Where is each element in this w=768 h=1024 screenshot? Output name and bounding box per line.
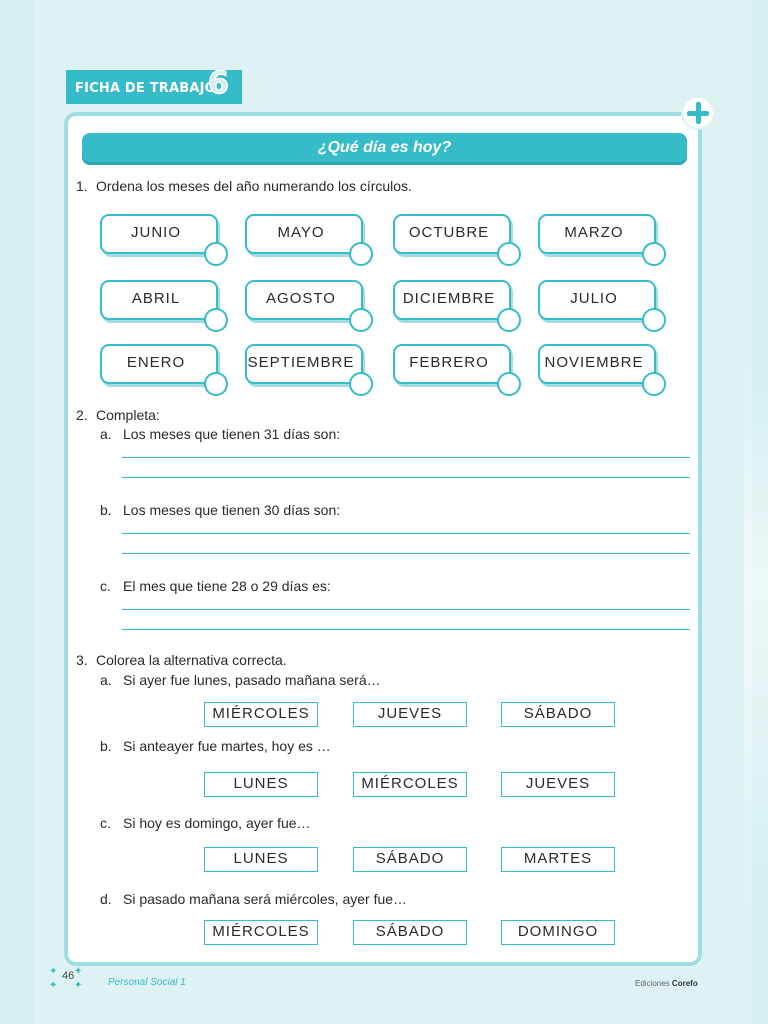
question-1 — [76, 178, 412, 194]
item-text: Si ayer fue lunes, pasado mañana será… — [123, 672, 381, 688]
question-1-text: Ordena los meses del año numerando los círculos. — [96, 178, 412, 194]
item-letter: d. — [100, 891, 112, 907]
month-label: AGOSTO — [266, 290, 336, 307]
question-2-number: 2. — [76, 407, 88, 423]
number-circle[interactable] — [642, 308, 666, 332]
book-title: Personal Social 1 — [108, 977, 186, 988]
question-3c — [100, 815, 311, 831]
item-letter: c. — [100, 578, 111, 594]
number-circle[interactable] — [497, 372, 521, 396]
title-bar — [82, 133, 687, 165]
month-label: SEPTIEMBRE — [247, 354, 355, 371]
month-label: OCTUBRE — [408, 224, 490, 241]
month-label: MAYO — [277, 224, 325, 241]
item-text: Los meses que tienen 31 días son: — [123, 426, 341, 442]
month-label: JULIO — [570, 290, 618, 307]
option-box[interactable]: SÁBADO — [501, 702, 615, 727]
worksheet-number: 6 — [208, 66, 229, 101]
question-3-number: 3. — [76, 652, 88, 668]
item-letter: b. — [100, 738, 112, 754]
item-letter: c. — [100, 815, 111, 831]
month-card — [538, 214, 656, 254]
answer-line[interactable] — [122, 457, 690, 458]
item-text: El mes que tiene 28 o 29 días es: — [123, 578, 331, 594]
number-circle[interactable] — [204, 372, 228, 396]
number-circle[interactable] — [497, 242, 521, 266]
item-text: Si anteayer fue martes, hoy es … — [123, 738, 331, 754]
month-card — [393, 344, 511, 384]
month-card — [100, 214, 218, 254]
month-card — [393, 280, 511, 320]
item-letter: b. — [100, 502, 112, 518]
month-label: ENERO — [126, 354, 186, 371]
month-card — [538, 344, 656, 384]
item-letter: a. — [100, 672, 112, 688]
option-box[interactable]: JUEVES — [501, 772, 615, 797]
sparkle-icon: ✦ — [49, 966, 58, 977]
item-letter: a. — [100, 426, 112, 442]
month-label: NOVIEMBRE — [544, 354, 644, 371]
sparkle-icon: ✦ — [74, 966, 83, 977]
answer-line[interactable] — [122, 609, 690, 610]
publisher-name: Corefo — [671, 979, 698, 988]
option-box[interactable]: LUNES — [204, 772, 318, 797]
month-label: MARZO — [564, 224, 624, 241]
month-card — [245, 214, 363, 254]
option-box[interactable]: DOMINGO — [501, 920, 615, 945]
option-box[interactable]: MIÉRCOLES — [204, 702, 318, 727]
option-box[interactable]: MIÉRCOLES — [204, 920, 318, 945]
right-decoration — [744, 360, 768, 920]
month-label: ABRIL — [131, 290, 181, 307]
number-circle[interactable] — [349, 308, 373, 332]
option-box[interactable]: SÁBADO — [353, 847, 467, 872]
question-2a — [100, 426, 340, 442]
question-2-text: Completa: — [96, 407, 160, 423]
answer-line[interactable] — [122, 533, 690, 534]
option-box[interactable]: SÁBADO — [353, 920, 467, 945]
number-circle[interactable] — [349, 242, 373, 266]
item-text: Los meses que tienen 30 días son: — [123, 502, 341, 518]
page-title: ¿Qué día es hoy? — [317, 139, 452, 156]
question-3d — [100, 891, 407, 907]
number-circle[interactable] — [642, 242, 666, 266]
number-circle[interactable] — [497, 308, 521, 332]
question-3 — [76, 652, 287, 668]
sparkle-icon: ✦ — [49, 980, 58, 991]
answer-line[interactable] — [122, 553, 690, 554]
month-card — [100, 280, 218, 320]
month-card — [245, 344, 363, 384]
question-2c — [100, 578, 331, 594]
option-box[interactable]: JUEVES — [353, 702, 467, 727]
question-1-number: 1. — [76, 178, 88, 194]
month-card — [393, 214, 511, 254]
option-box[interactable]: MIÉRCOLES — [353, 772, 467, 797]
month-label: JUNIO — [131, 224, 181, 241]
answer-line[interactable] — [122, 477, 690, 478]
question-3-text: Colorea la alternativa correcta. — [96, 652, 287, 668]
number-circle[interactable] — [349, 372, 373, 396]
sparkle-icon: ✦ — [74, 980, 83, 991]
number-circle[interactable] — [204, 242, 228, 266]
number-circle[interactable] — [204, 308, 228, 332]
item-text: Si pasado mañana será miércoles, ayer fue… — [123, 891, 408, 907]
worksheet-tag-label: FICHA DE TRABAJO — [75, 81, 216, 96]
question-2b — [100, 502, 340, 518]
question-3b — [100, 738, 331, 754]
publisher — [635, 979, 698, 988]
plus-icon — [683, 98, 713, 128]
month-card — [538, 280, 656, 320]
month-label: FEBRERO — [409, 354, 489, 371]
answer-line[interactable] — [122, 629, 690, 630]
month-card — [245, 280, 363, 320]
month-label: DICIEMBRE — [402, 290, 496, 307]
option-box[interactable]: LUNES — [204, 847, 318, 872]
question-2 — [76, 407, 160, 423]
question-3a — [100, 672, 381, 688]
page-number: 46 — [62, 970, 75, 982]
publisher-prefix: Ediciones — [635, 979, 670, 988]
month-card — [100, 344, 218, 384]
option-box[interactable]: MARTES — [501, 847, 615, 872]
item-text: Si hoy es domingo, ayer fue… — [123, 815, 311, 831]
number-circle[interactable] — [642, 372, 666, 396]
